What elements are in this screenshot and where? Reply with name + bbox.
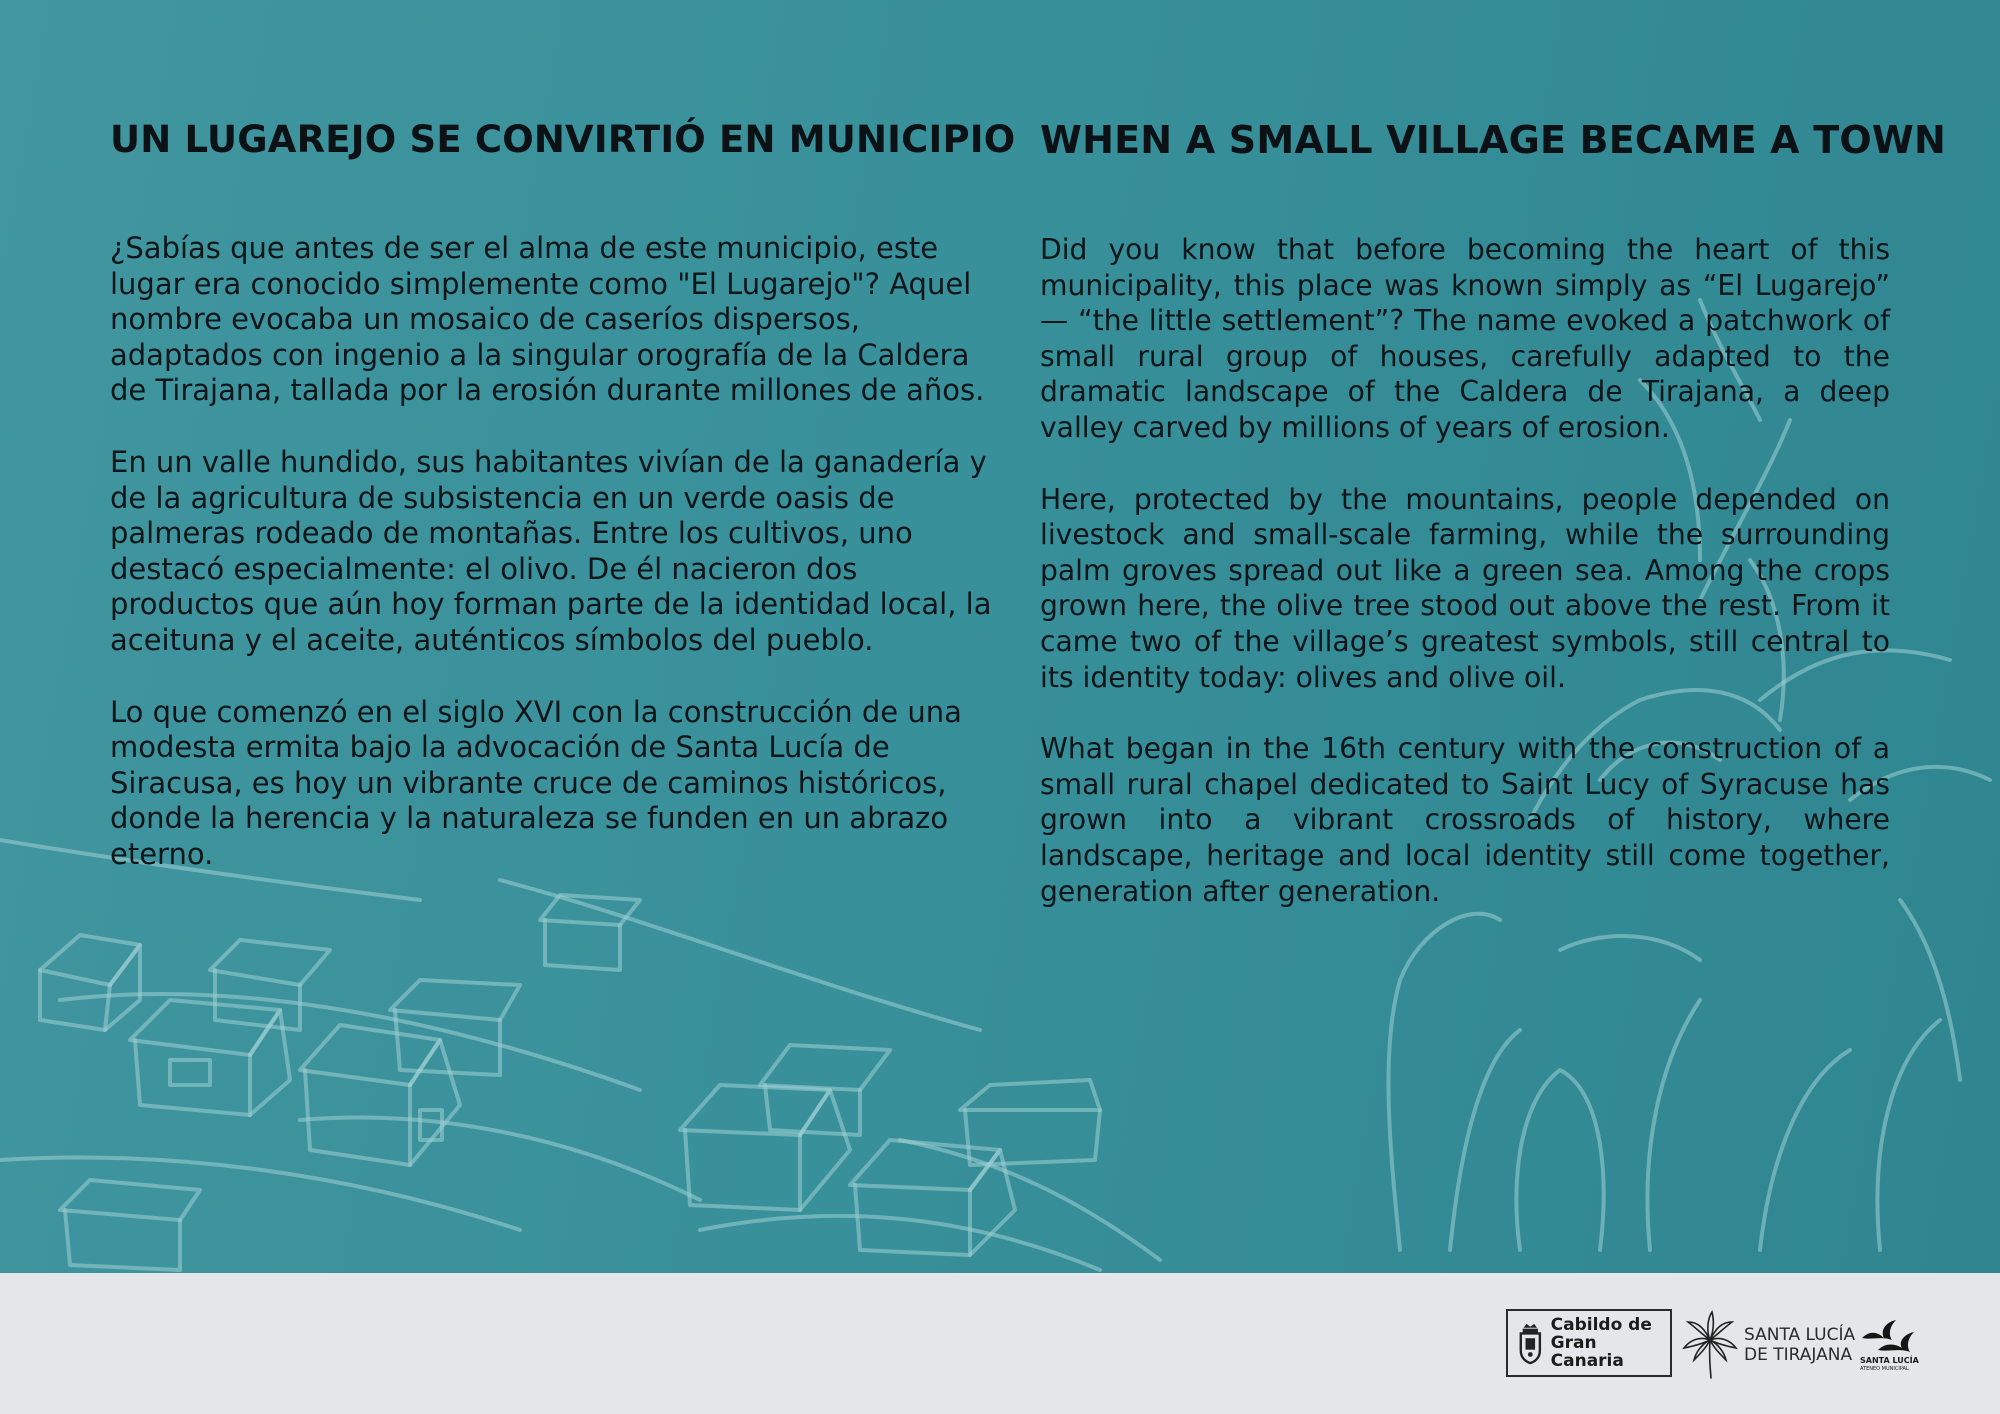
spanish-paragraph: En un valle hundido, sus habitantes vivían de la ganadería y de la agricultura de subsistencia en un verde oasis de palmeras rodeado de montañas. Entre los cultivos, uno destacó especialmente: el olivo. De él nacieron dos productos que aún hoy forman parte de la identidad local, la aceituna y el aceite, auténticos símbolos del pueblo. bbox=[110, 444, 992, 657]
spanish-paragraph: ¿Sabías que antes de ser el alma de este municipio, este lugar era conocido simplemente como "El Lugarejo"? Aquel nombre evocaba un mosaico de caseríos dispersos, adaptados con ingenio a la singular orografía de la Caldera de Tirajana, tallada por la erosión durante millones de años. bbox=[110, 231, 985, 408]
english-column bbox=[1040, 118, 1946, 945]
cabildo-gran-canaria-logo bbox=[1506, 1309, 1672, 1377]
coat-of-arms-icon bbox=[1516, 1321, 1545, 1365]
spanish-title: UN LUGAREJO SE CONVIRTIÓ EN MUNICIPIO bbox=[110, 118, 1016, 161]
santa-lucia-logo-text: SANTA LUCÍA DE TIRAJANA bbox=[1744, 1325, 1856, 1365]
spanish-column bbox=[110, 118, 1016, 909]
santa-lucia-tirajana-logo bbox=[1682, 1309, 1855, 1381]
english-paragraph: What began in the 16th century with the construction of a small rural chapel dedicated to Saint Lucy of Syracuse has grown into a vibrant crossroads of history, where landscape, heritage and local identity still come together, generation after generation. bbox=[1040, 732, 1890, 908]
english-title: WHEN A SMALL VILLAGE BECAME A TOWN bbox=[1040, 118, 1946, 162]
ateneo-municipal-logo bbox=[1858, 1316, 1918, 1374]
cabildo-logo-text: Cabildo de Gran Canaria bbox=[1550, 1315, 1652, 1371]
spanish-paragraph: Lo que comenzó en el siglo XVI con la construcción de una modesta ermita bajo la advocación de Santa Lucía de Siracusa, es hoy un vibrante cruce de caminos históricos, donde la herencia y la naturaleza se funden en un abrazo eterno. bbox=[110, 694, 962, 871]
birds-icon bbox=[1858, 1316, 1918, 1356]
ateneo-logo-name: SANTA LUCÍA bbox=[1860, 1356, 1919, 1365]
ateneo-logo-subtitle: ATENEO MUNICIPAL bbox=[1860, 1366, 1909, 1372]
palm-tree-icon bbox=[1682, 1310, 1738, 1380]
english-paragraph: Did you know that before becoming the heart of this municipality, this place was known simply as “El Lugarejo” — “the little settlement”? The name evoked a patchwork of small rural group of houses, carefully adapted to the dramatic landscape of the Caldera de Tirajana, a deep valley carved by millions of years of erosion. bbox=[1040, 233, 1890, 444]
english-paragraph: Here, protected by the mountains, people depended on livestock and small-scale farming, while the surrounding palm groves spread out like a green sea. Among the crops grown here, the olive tree stood out above the rest. From it came two of the village’s greatest symbols, still central to its identity today: olives and olive oil. bbox=[1040, 482, 1890, 694]
